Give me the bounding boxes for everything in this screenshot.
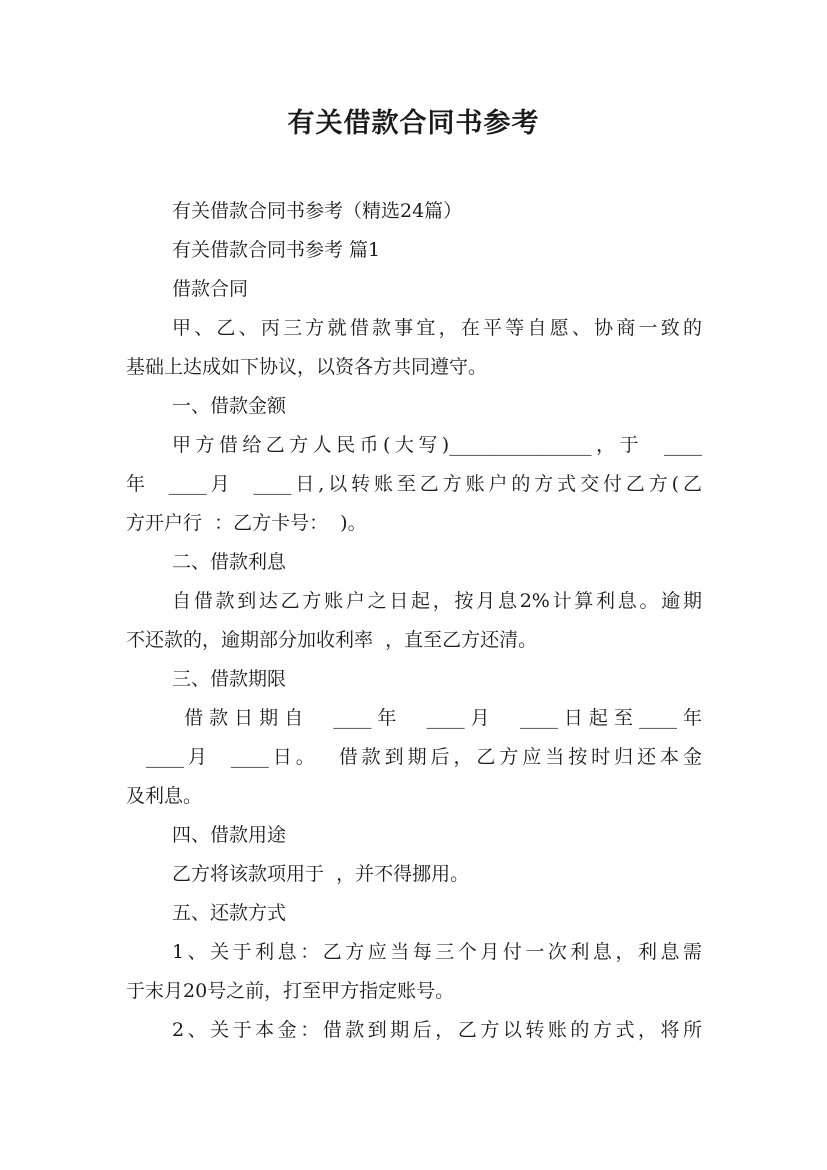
paragraph-line: 及利息。 bbox=[126, 785, 203, 807]
paragraph-line: 年 ____月 ____日,以转账至乙方账户的方式交付乙方(乙 bbox=[126, 473, 702, 495]
paragraph-line: 于末月20号之前，打至甲方指定账号。 bbox=[126, 980, 455, 1002]
paragraph-line: 甲、乙、丙三方就借款事宜，在平等自愿、协商一致的 bbox=[172, 317, 702, 339]
paragraph-line: 不还款的，逾期部分加收利率 ，直至乙方还清。 bbox=[126, 629, 538, 651]
contract-heading: 借款合同 bbox=[172, 278, 249, 300]
paragraph-line: 基础上达成如下协议，以资各方共同遵守。 bbox=[126, 356, 488, 378]
document-title: 有关借款合同书参考 bbox=[287, 108, 540, 139]
paragraph-line: 2、关于本金：借款到期后，乙方以转账的方式，将所 bbox=[172, 1019, 702, 1041]
paragraph-line: 1、关于利息：乙方应当每三个月付一次利息，利息需 bbox=[172, 941, 702, 963]
paragraph-line: 甲方借给乙方人民币(大写)_______________，于 ____ bbox=[172, 434, 702, 456]
clause-heading: 三、借款期限 bbox=[172, 668, 287, 690]
subtitle-line: 有关借款合同书参考（精选24篇） bbox=[172, 200, 463, 222]
document-body bbox=[126, 192, 702, 1050]
paragraph-line: 借款日期自 ____年 ____月 ____日起至____年 bbox=[172, 707, 702, 729]
clause-heading: 四、借款用途 bbox=[172, 824, 287, 846]
clause-heading: 二、借款利息 bbox=[172, 551, 287, 573]
paragraph-line: 乙方将该款项用于 ，并不得挪用。 bbox=[172, 863, 470, 885]
clause-heading: 一、借款金额 bbox=[172, 395, 287, 417]
paragraph-line: ____月 ____日。 借款到期后，乙方应当按时归还本金 bbox=[126, 746, 702, 768]
paragraph-line: 方开户行 ：乙方卡号： )。 bbox=[126, 512, 367, 534]
paragraph-line: 自借款到达乙方账户之日起，按月息2%计算利息。逾期 bbox=[172, 590, 702, 612]
clause-heading: 五、还款方式 bbox=[172, 902, 287, 924]
section-heading: 有关借款合同书参考 篇1 bbox=[172, 239, 381, 261]
